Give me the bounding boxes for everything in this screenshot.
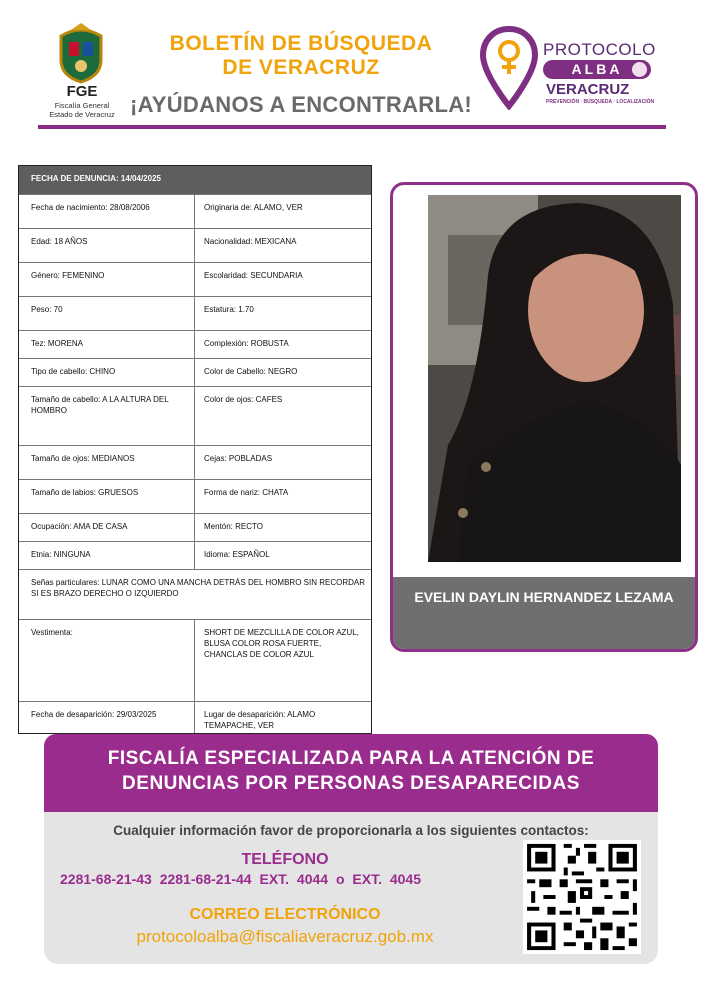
person-name: EVELIN DAYLIN HERNANDEZ LEZAMA xyxy=(393,577,695,649)
occupation: Ocupación: AMA DE CASA xyxy=(19,514,195,541)
schooling: Escolaridad: SECUNDARIA xyxy=(204,271,303,280)
table-row xyxy=(19,541,371,569)
origin: Originaria de: ALAMO, VER xyxy=(204,203,303,212)
eye-size: Tamaño de ojos: MEDIANOS xyxy=(19,446,195,479)
person-photo xyxy=(428,195,681,562)
table-row xyxy=(19,701,371,733)
protocol-region: VERACRUZ xyxy=(546,81,630,98)
person-data-table xyxy=(18,165,372,734)
table-row xyxy=(19,296,371,330)
ethnicity: Etnia: NINGUNA xyxy=(19,542,195,569)
build: Complexión: ROBUSTA xyxy=(204,339,289,348)
table-row xyxy=(19,330,371,358)
table-row xyxy=(19,569,371,619)
height: Estatura: 1.70 xyxy=(204,305,254,314)
banner-line2: DENUNCIAS POR PERSONAS DESAPARECIDAS xyxy=(122,773,580,794)
table-row xyxy=(19,479,371,513)
table-row xyxy=(19,386,371,445)
lip-size: Tamaño de labios: GRUESOS xyxy=(19,480,195,513)
fge-state-line: Estado de Veracruz xyxy=(49,110,115,119)
protocol-word: PROTOCOLO xyxy=(543,40,656,59)
fge-crest-icon xyxy=(55,22,107,84)
phone-numbers[interactable]: 2281-68-21-43 2281-68-21-44 EXT. 4044 o EXT. 4045 xyxy=(60,871,422,887)
protocol-tagline: PREVENCIÓN · BÚSQUEDA · LOCALIZACIÓN xyxy=(546,99,655,105)
disappearance-place: Lugar de desaparición: ALAMO TEMAPACHE, VER xyxy=(204,710,316,730)
email-address[interactable]: protocoloalba@fiscaliaveracruz.gob.mx xyxy=(136,927,434,946)
bulletin-title xyxy=(140,32,462,80)
qr-code-icon[interactable] xyxy=(523,840,641,954)
weight: Peso: 70 xyxy=(19,297,195,330)
fge-name xyxy=(40,101,124,119)
fge-abbrev: FGE xyxy=(66,83,98,100)
language: Idioma: ESPAÑOL xyxy=(204,550,270,559)
phone-heading: TELÉFONO xyxy=(241,851,329,868)
header-divider xyxy=(38,125,666,129)
contact-intro: Cualquier información favor de proporcionarla a los siguientes contactos: xyxy=(113,823,589,838)
chin: Mentón: RECTO xyxy=(204,522,263,531)
fiscalia-banner xyxy=(44,734,658,812)
hair-color: Color de Cabello: NEGRO xyxy=(204,367,298,376)
email-heading: CORREO ELECTRÓNICO xyxy=(189,906,381,923)
table-row xyxy=(19,262,371,296)
fge-name-line: Fiscalía General xyxy=(54,101,110,110)
nose-shape: Forma de nariz: CHATA xyxy=(204,488,289,497)
banner-line1: FISCALÍA ESPECIALIZADA PARA LA ATENCIÓN DE xyxy=(107,748,595,769)
female-location-pin-icon xyxy=(480,26,538,110)
table-row xyxy=(19,358,371,386)
denuncia-date: FECHA DE DENUNCIA: 14/04/2025 xyxy=(19,166,371,194)
clothing-label: Vestimenta: xyxy=(19,620,195,701)
nationality: Nacionalidad: MEXICANA xyxy=(204,237,297,246)
bulletin-title-line1: BOLETÍN DE BÚSQUEDA xyxy=(169,32,433,55)
protocol-name: ALBA xyxy=(571,61,623,77)
gender: Género: FEMENINO xyxy=(19,263,195,296)
eye-color: Color de ojos: CAFES xyxy=(204,395,283,404)
skin-tone: Tez: MORENA xyxy=(19,331,195,358)
table-row xyxy=(19,513,371,541)
table-row xyxy=(19,228,371,262)
hair-type: Tipo de cabello: CHINO xyxy=(19,359,195,386)
bulletin-title-line2: DE VERACRUZ xyxy=(222,56,380,79)
eyebrows: Cejas: POBLADAS xyxy=(204,454,273,463)
person-photo-card xyxy=(390,182,698,652)
age: Edad: 18 AÑOS xyxy=(19,229,195,262)
hair-length: Tamaño de cabello: A LA ALTURA DEL HOMBRO xyxy=(19,387,195,445)
table-row xyxy=(19,619,371,701)
protocol-alba-badge xyxy=(543,60,651,79)
clothing-value: SHORT DE MEZCLILLA DE COLOR AZUL, BLUSA COLOR ROSA FUERTE, CHANCLAS DE COLOR AZUL xyxy=(204,628,359,659)
birth-date: Fecha de nacimiento: 28/08/2006 xyxy=(19,195,195,228)
magnifier-icon xyxy=(632,62,647,77)
help-slogan: ¡AYÚDANOS A ENCONTRARLA! xyxy=(129,92,473,117)
distinguishing-marks: Señas particulares: LUNAR COMO UNA MANCHA DETRÁS DEL HOMBRO SIN RECORDAR SI ES BRAZO DERECHO O IZQUIERDO xyxy=(31,578,365,598)
disappearance-date: Fecha de desaparición: 29/03/2025 xyxy=(19,702,195,733)
table-row xyxy=(19,445,371,479)
table-row xyxy=(19,194,371,228)
